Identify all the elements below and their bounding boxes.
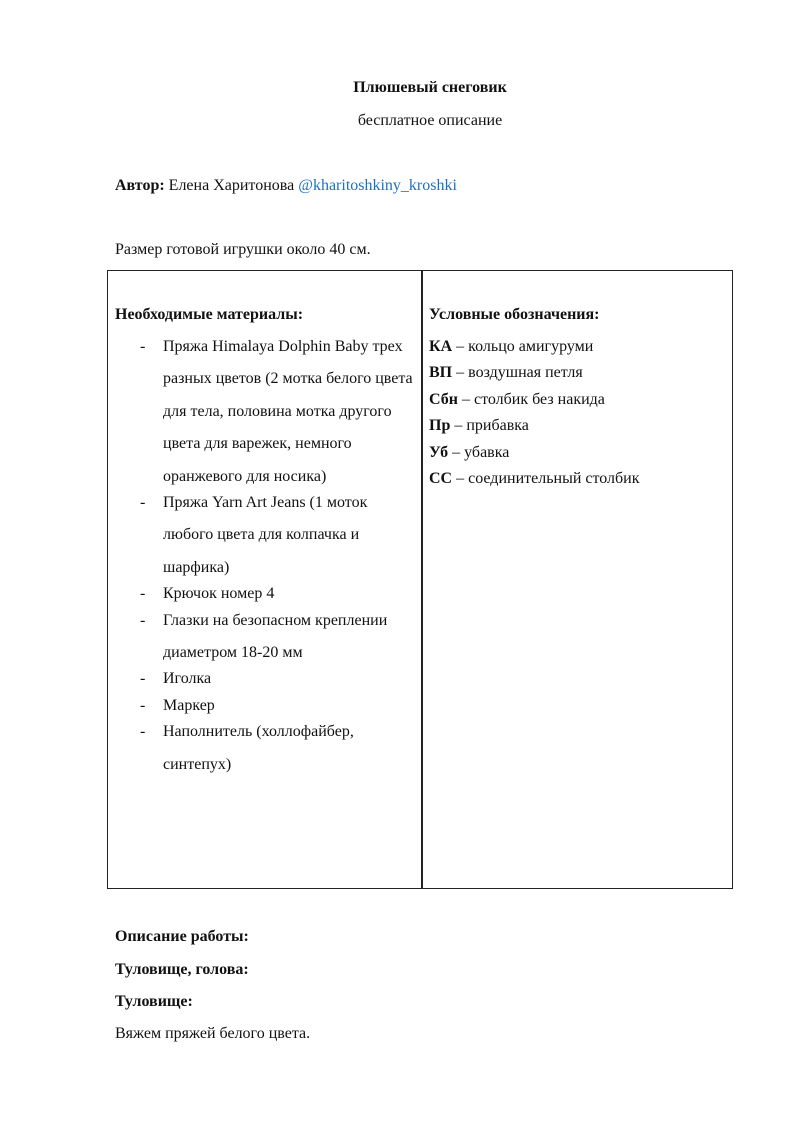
legend-abbr: КА <box>429 338 453 355</box>
dash-bullet-icon: - <box>140 338 146 355</box>
legend-sep: – <box>457 390 474 408</box>
legend-item <box>429 463 729 495</box>
materials-item-text: Глазки на безопасном креплении диаметром 18-20 мм <box>163 611 388 662</box>
legend-meaning: убавка <box>464 443 510 461</box>
legend-sep: – <box>448 443 465 461</box>
materials-item-text: Пряжа Yarn Art Jeans (1 моток любого цвета для колпачка и шарфика) <box>163 494 368 576</box>
document-subtitle: бесплатное описание <box>357 112 503 129</box>
materials-item-text: Иголка <box>163 670 212 688</box>
author-handle-link[interactable]: @kharitoshkiny_kroshki <box>298 177 457 194</box>
legend-abbr: Сбн <box>429 390 458 408</box>
materials-item-text: Наполнитель (холлофайбер, синтепух) <box>163 723 354 773</box>
author-line <box>115 176 457 196</box>
materials-item-text: Крючок номер 4 <box>163 585 275 603</box>
part-heading: Туловище, голова: <box>115 961 249 978</box>
legend-sep: – <box>452 364 469 382</box>
document-title: Плюшевый снеговик <box>353 79 507 96</box>
dash-bullet-icon: - <box>140 723 146 741</box>
legend-abbr: Уб <box>429 443 449 461</box>
materials-list-item <box>115 487 415 584</box>
dash-bullet-icon: - <box>140 585 146 603</box>
materials-legend-table <box>107 270 733 889</box>
author-label: Автор: <box>115 177 165 194</box>
size-note: Размер готовой игрушки около 40 см. <box>115 241 371 258</box>
legend-sep: – <box>452 338 469 355</box>
materials-list <box>115 331 415 781</box>
legend-meaning: прибавка <box>466 417 529 435</box>
materials-item-text: Маркер <box>163 696 215 714</box>
materials-item-text: Пряжа Himalaya Dolphin Baby трех разных цветов (2 мотка белого цвета для тела, половина мотка другого цвета для варежек, немного оранжевого для носика) <box>163 338 413 485</box>
materials-heading: Необходимые материалы: <box>115 306 304 323</box>
legend-sep: – <box>450 417 467 435</box>
legend-abbr: СС <box>429 470 453 488</box>
legend-column <box>429 305 729 495</box>
legend-meaning: кольцо амигуруми <box>468 338 594 355</box>
work-text: Вяжем пряжей белого цвета. <box>115 1025 311 1042</box>
dash-bullet-icon: - <box>140 611 146 629</box>
work-heading: Описание работы: <box>115 928 249 945</box>
dash-bullet-icon: - <box>140 696 146 714</box>
legend-abbr: Пр <box>429 417 451 435</box>
legend-meaning: соединительный столбик <box>468 470 640 488</box>
legend-meaning: столбик без накида <box>473 390 605 408</box>
materials-list-item <box>115 716 415 781</box>
legend-meaning: воздушная петля <box>468 364 583 382</box>
dash-bullet-icon: - <box>140 494 146 512</box>
legend-abbr: ВП <box>429 364 453 382</box>
materials-list-item <box>115 331 415 493</box>
legend-sep: – <box>452 470 469 488</box>
materials-column <box>115 305 415 781</box>
author-name: Елена Харитонова <box>168 177 295 194</box>
materials-list-item <box>115 605 415 670</box>
sub-heading: Туловище: <box>115 993 193 1010</box>
dash-bullet-icon: - <box>140 670 146 688</box>
legend-heading: Условные обозначения: <box>429 306 600 323</box>
table-column-divider <box>421 271 423 888</box>
